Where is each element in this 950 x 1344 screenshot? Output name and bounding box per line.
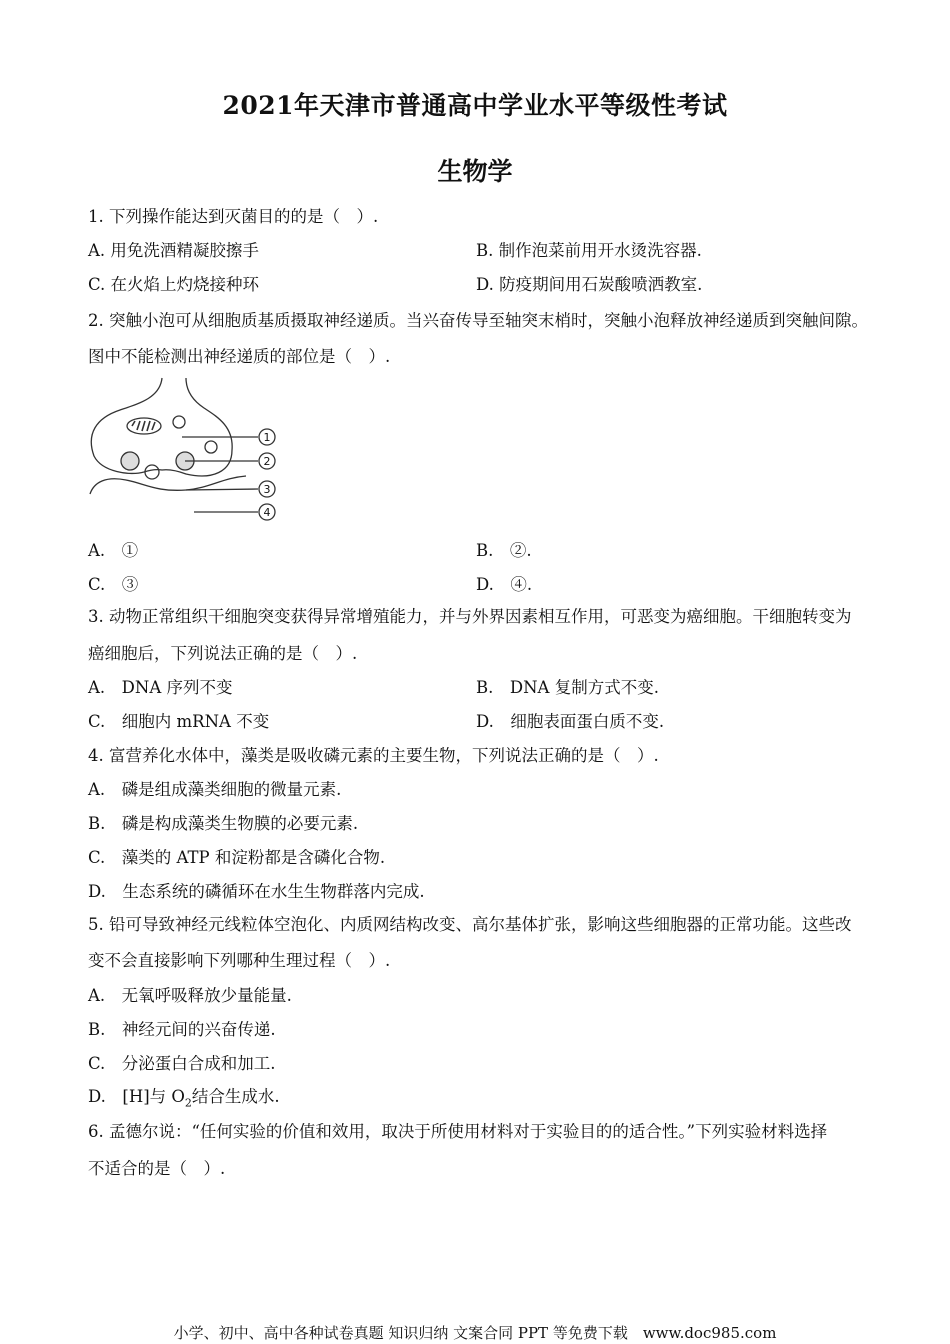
page-footer: 小学、初中、高中各种试卷真题 知识归纳 文案合同 PPT 等免费下载 www.doc985.com — [173, 1324, 777, 1342]
q2-option-c: C. ③ — [88, 575, 139, 594]
diagram-label-2: 2 — [263, 455, 271, 468]
q1-option-a: A. 用免洗酒精凝胶擦手 — [88, 241, 259, 260]
subject-title: 生物学 — [437, 157, 513, 186]
q5-option-d-sub: 2 — [184, 1096, 192, 1110]
q4-stem: 4. 富营养化水体中，藻类是吸收磷元素的主要生物，下列说法正确的是（ ）. — [88, 746, 659, 765]
exam-title: 2021年天津市普通高中学业水平等级性考试 — [222, 91, 728, 120]
q3-stem-line1: 3. 动物正常组织干细胞突变获得异常增殖能力，并与外界因素相互作用，可恶变为癌细胞。干细胞转变为 — [88, 607, 852, 626]
q5-option-d — [88, 1086, 280, 1114]
q3-option-a: A. DNA 序列不变 — [88, 678, 233, 697]
diagram-label-4: 4 — [263, 506, 271, 519]
diagram-label-3: 3 — [263, 483, 271, 496]
q5-option-d-pre: D. [H]与 O — [88, 1087, 185, 1106]
q4-option-b: B. 磷是构成藻类生物膜的必要元素. — [88, 814, 359, 833]
q4-option-c: C. 藻类的 ATP 和淀粉都是含磷化合物. — [88, 848, 386, 867]
synaptic-vesicle — [121, 452, 139, 470]
q2-option-d: D. ④. — [476, 575, 533, 594]
q5-option-b: B. 神经元间的兴奋传递. — [88, 1020, 276, 1039]
q4-option-d: D. 生态系统的磷循环在水生生物群落内完成. — [88, 882, 425, 901]
synapse-diagram — [86, 376, 296, 526]
q5-option-d-post: 结合生成水. — [191, 1087, 280, 1106]
q2-stem-line1: 2. 突触小泡可从细胞质基质摄取神经递质。当兴奋传导至轴突末梢时，突触小泡释放神经递质到突触间隙。 — [88, 311, 868, 330]
q5-stem-line2: 变不会直接影响下列哪种生理过程（ ）. — [88, 951, 391, 970]
q1-option-d: D. 防疫期间用石炭酸喷洒教室. — [476, 275, 703, 294]
q5-option-c: C. 分泌蛋白合成和加工. — [88, 1054, 276, 1073]
diagram-label-1: 1 — [263, 431, 271, 444]
synaptic-vesicle — [205, 441, 217, 453]
q2-option-b: B. ②. — [476, 541, 532, 560]
q4-option-a: A. 磷是组成藻类细胞的微量元素. — [88, 780, 342, 799]
q1-stem: 1. 下列操作能达到灭菌目的的是（ ）. — [88, 207, 379, 226]
synaptic-vesicle — [145, 465, 159, 479]
q2-stem-line2: 图中不能检测出神经递质的部位是（ ）. — [88, 347, 391, 366]
q2-option-a: A. ① — [88, 541, 139, 560]
synaptic-vesicle — [173, 416, 185, 428]
q3-stem-line2: 癌细胞后，下列说法正确的是（ ）. — [88, 644, 358, 663]
postsynaptic-membrane — [90, 476, 246, 494]
q3-option-d: D. 细胞表面蛋白质不变. — [476, 712, 665, 731]
q5-option-a: A. 无氧呼吸释放少量能量. — [88, 986, 292, 1005]
q5-stem-line1: 5. 铅可导致神经元线粒体空泡化、内质网结构改变、高尔基体扩张，影响这些细胞器的正常功能。这些改 — [88, 915, 852, 934]
q6-stem-line2: 不适合的是（ ）. — [88, 1159, 226, 1178]
q3-option-c: C. 细胞内 mRNA 不变 — [88, 712, 270, 731]
q1-option-c: C. 在火焰上灼烧接种环 — [88, 275, 260, 294]
q1-option-b: B. 制作泡菜前用开水烫洗容器. — [476, 241, 702, 260]
q3-option-b: B. DNA 复制方式不变. — [476, 678, 659, 697]
q6-stem-line1: 6. 孟德尔说：“任何实验的价值和效用，取决于所使用材料对于实验目的的适合性。”下列实验材料选择 — [88, 1122, 828, 1141]
